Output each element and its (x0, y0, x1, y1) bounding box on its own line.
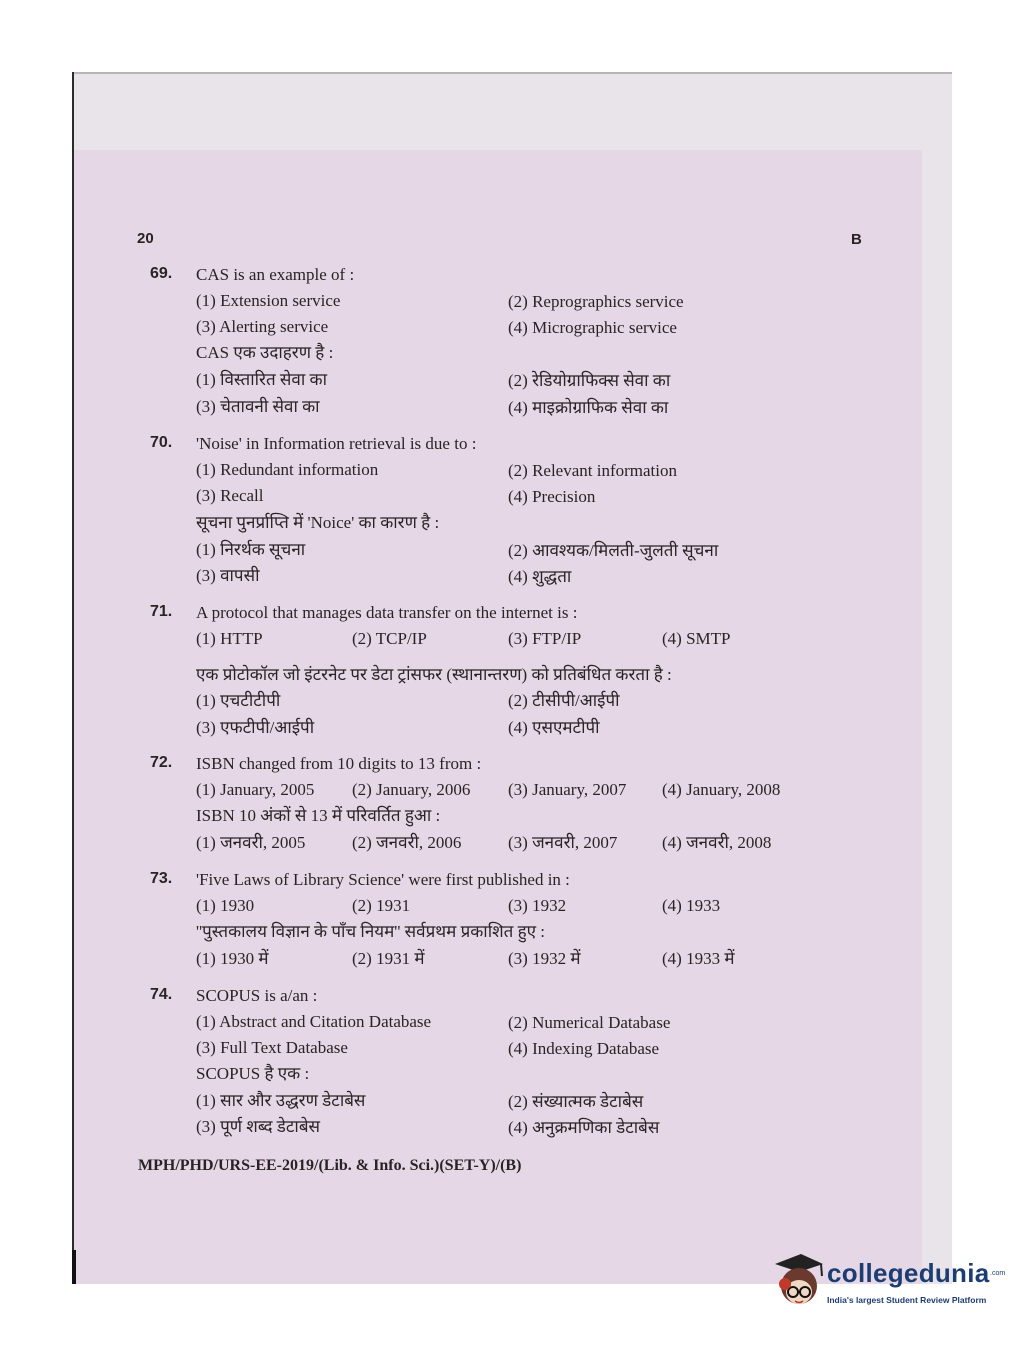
option-en-2: (2) Reprographics service (508, 292, 684, 311)
question-number: 70. (150, 434, 173, 451)
question-number: 73. (150, 870, 173, 887)
question-number: 74. (150, 986, 173, 1003)
question-text-hi: एक प्रोटोकॉल जो इंटरनेट पर डेटा ट्रांसफर (स्थानान्तरण) को प्रतिबंधित करता है : (196, 665, 672, 684)
option-en-3: (3) Full Text Database (196, 1038, 348, 1057)
option-hi-3: (3) पूर्ण शब्द डेटाबेस (196, 1117, 321, 1136)
student-mascot-icon (765, 1250, 825, 1320)
option-en-1: (1) January, 2005 (196, 780, 315, 799)
question-text-en: CAS is an example of : (196, 265, 355, 284)
option-en-3: (3) Recall (196, 486, 264, 505)
option-hi-3: (3) वापसी (196, 566, 260, 585)
option-hi-2: (2) आवश्यक/मिलती-जुलती सूचना (508, 541, 719, 560)
option-en-3: (3) FTP/IP (508, 629, 582, 648)
option-en-4: (4) 1933 (662, 896, 721, 915)
option-en-1: (1) Extension service (196, 291, 341, 310)
option-en-2: (2) January, 2006 (352, 780, 471, 799)
option-hi-3: (3) चेतावनी सेवा का (196, 397, 320, 416)
option-hi-4: (4) माइक्रोग्राफिक सेवा का (508, 398, 669, 417)
option-en-2: (2) 1931 (352, 896, 411, 915)
option-en-3: (3) Alerting service (196, 317, 329, 336)
option-hi-1: (1) 1930 में (196, 949, 269, 968)
option-hi-2: (2) संख्यात्मक डेटाबेस (508, 1092, 644, 1111)
paper-code-footer: MPH/PHD/URS-EE-2019/(Lib. & Info. Sci.)(SET-Y)/(B) (138, 1157, 522, 1174)
question-text-en: A protocol that manages data transfer on the internet is : (196, 603, 578, 622)
option-hi-4: (4) अनुक्रमणिका डेटाबेस (508, 1118, 660, 1137)
scan-left-edge (72, 72, 74, 1282)
option-hi-3: (3) एफटीपी/आईपी (196, 718, 315, 737)
option-hi-3: (3) जनवरी, 2007 (508, 833, 618, 852)
option-en-2: (2) TCP/IP (352, 629, 427, 648)
option-en-1: (1) 1930 (196, 896, 255, 915)
option-en-1: (1) HTTP (196, 629, 263, 648)
option-hi-1: (1) एचटीटीपी (196, 691, 281, 710)
option-hi-2: (2) 1931 में (352, 949, 425, 968)
option-hi-2: (2) टीसीपी/आईपी (508, 691, 620, 710)
option-en-4: (4) Indexing Database (508, 1039, 660, 1058)
question-text-en: ISBN changed from 10 digits to 13 from : (196, 754, 482, 773)
option-en-4: (4) Precision (508, 487, 596, 506)
option-en-3: (3) 1932 (508, 896, 567, 915)
brand-wordmark: collegedunia (827, 1258, 990, 1288)
option-hi-4: (4) जनवरी, 2008 (662, 833, 772, 852)
option-hi-4: (4) शुद्धता (508, 567, 572, 586)
collegedunia-watermark (765, 1250, 1005, 1320)
option-en-2: (2) Relevant information (508, 461, 678, 480)
question-number: 69. (150, 265, 173, 282)
question-text-hi: CAS एक उदाहरण है : (196, 343, 334, 362)
option-hi-1: (1) सार और उद्धरण डेटाबेस (196, 1091, 366, 1110)
option-hi-3: (3) 1932 में (508, 949, 581, 968)
option-hi-2: (2) जनवरी, 2006 (352, 833, 462, 852)
option-hi-2: (2) रेडियोग्राफिक्स सेवा का (508, 371, 671, 390)
scan-left-edge-mark (72, 1250, 76, 1284)
option-en-1: (1) Abstract and Citation Database (196, 1012, 432, 1031)
brand-tagline: India's largest Student Review Platform (827, 1295, 987, 1305)
option-en-1: (1) Redundant information (196, 460, 379, 479)
question-number: 72. (150, 754, 173, 771)
set-letter: B (851, 231, 862, 248)
option-en-4: (4) SMTP (662, 629, 731, 648)
option-en-2: (2) Numerical Database (508, 1013, 671, 1032)
question-text-hi: ISBN 10 अंकों से 13 में परिवर्तित हुआ : (196, 806, 441, 825)
question-number: 71. (150, 603, 173, 620)
question-text-en: 'Five Laws of Library Science' were first published in : (196, 870, 570, 889)
option-hi-1: (1) जनवरी, 2005 (196, 833, 306, 852)
question-text-hi: ''पुस्तकालय विज्ञान के पाँच नियम'' सर्वप्रथम प्रकाशित हुए : (196, 922, 546, 941)
question-text-hi: सूचना पुनर्प्राप्ति में 'Noice' का कारण है : (196, 513, 440, 532)
option-hi-1: (1) विस्तारित सेवा का (196, 370, 327, 389)
option-en-3: (3) January, 2007 (508, 780, 627, 799)
question-text-hi: SCOPUS है एक : (196, 1064, 310, 1083)
question-text-en: SCOPUS is a/an : (196, 986, 318, 1005)
brand-suffix: .com (990, 1270, 1006, 1277)
option-hi-1: (1) निरर्थक सूचना (196, 540, 306, 559)
option-hi-4: (4) 1933 में (662, 949, 735, 968)
option-hi-4: (4) एसएमटीपी (508, 718, 600, 737)
page-number: 20 (137, 230, 154, 247)
question-text-en: 'Noise' in Information retrieval is due to : (196, 434, 477, 453)
option-en-4: (4) January, 2008 (662, 780, 781, 799)
option-en-4: (4) Micrographic service (508, 318, 677, 337)
